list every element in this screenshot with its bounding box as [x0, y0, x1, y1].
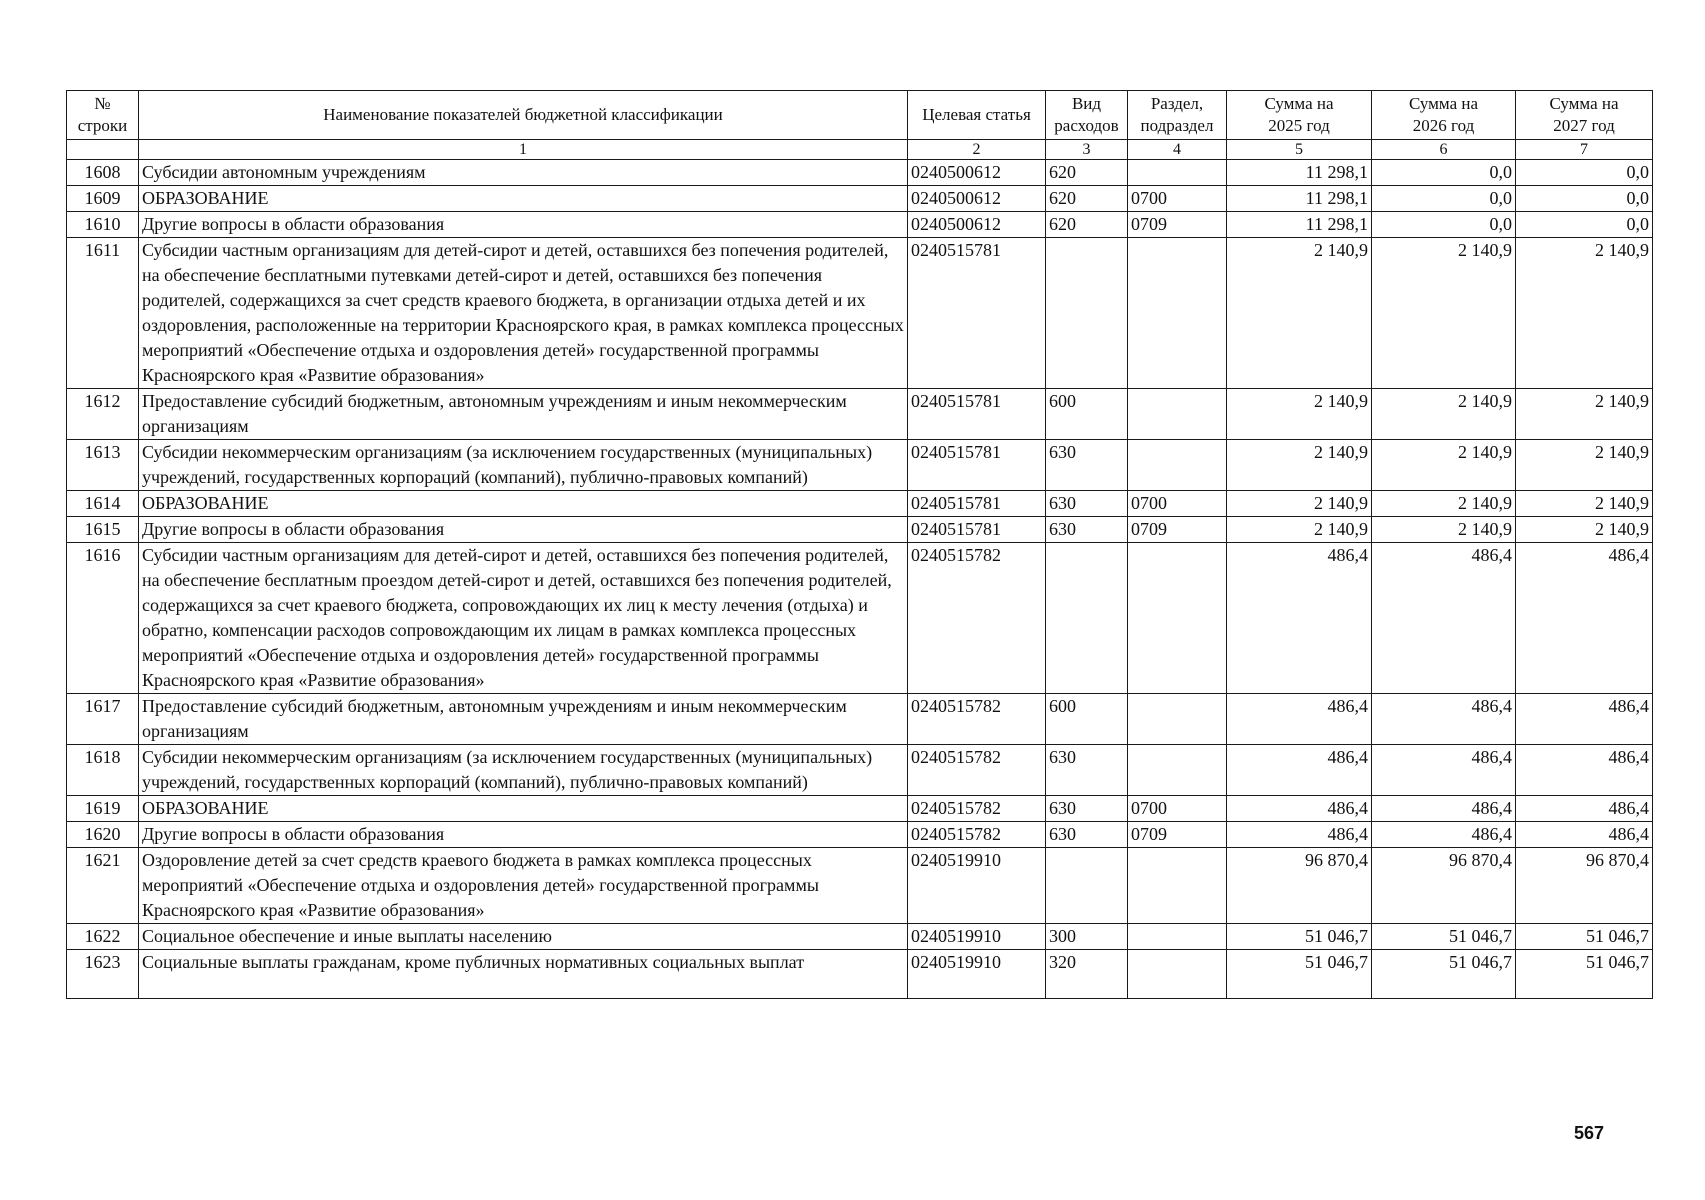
row-sum-2026: 0,0 — [1372, 186, 1516, 212]
row-expense-kind — [1046, 543, 1128, 694]
row-section — [1128, 440, 1227, 491]
row-sum-2027: 486,4 — [1516, 745, 1653, 796]
row-sum-2026: 486,4 — [1372, 694, 1516, 745]
row-sum-2026: 0,0 — [1372, 212, 1516, 238]
row-number: 1609 — [67, 186, 139, 212]
row-target-code: 0240515781 — [908, 440, 1046, 491]
row-sum-2025: 11 298,1 — [1227, 212, 1372, 238]
row-name: Оздоровление детей за счет средств краевого бюджета в рамках комплекса процессных мероприятий «Обеспечение отдыха и оздоровления детей» государственной программы Красноярского края «Развитие образования» — [139, 848, 908, 924]
table-row — [67, 796, 1653, 822]
row-number: 1618 — [67, 745, 139, 796]
header-row-no: № строки — [67, 91, 139, 140]
row-expense-kind: 630 — [1046, 517, 1128, 543]
row-name: Субсидии частным организациям для детей-сирот и детей, оставшихся без попечения родителей, на обеспечение бесплатным проездом детей-сирот и детей, оставшихся без попечения родителей, содержащихся за счет краевого бюджета, сопровождающих их лиц к месту лечения (отдыха) и обратно, компенсации расходов сопровождающим их лицам в рамках комплекса процессных мероприятий «Обеспечение отдыха и оздоровления детей» государственной программы Красноярского края «Развитие образования» — [139, 543, 908, 694]
row-sum-2025: 2 140,9 — [1227, 238, 1372, 389]
header-sum-2027: Сумма на 2027 год — [1516, 91, 1653, 140]
header-sum-2026: Сумма на 2026 год — [1372, 91, 1516, 140]
row-section — [1128, 543, 1227, 694]
row-name: ОБРАЗОВАНИЕ — [139, 796, 908, 822]
row-sum-2027: 0,0 — [1516, 186, 1653, 212]
row-sum-2026: 0,0 — [1372, 160, 1516, 186]
row-sum-2025: 96 870,4 — [1227, 848, 1372, 924]
row-section — [1128, 745, 1227, 796]
row-name: ОБРАЗОВАНИЕ — [139, 491, 908, 517]
row-sum-2026: 2 140,9 — [1372, 491, 1516, 517]
row-sum-2027: 2 140,9 — [1516, 238, 1653, 389]
row-sum-2027: 486,4 — [1516, 822, 1653, 848]
row-target-code: 0240515781 — [908, 491, 1046, 517]
row-sum-2027: 51 046,7 — [1516, 950, 1653, 999]
row-number: 1610 — [67, 212, 139, 238]
row-sum-2026: 2 140,9 — [1372, 517, 1516, 543]
row-sum-2026: 2 140,9 — [1372, 440, 1516, 491]
header-target: Целевая статья — [908, 91, 1046, 140]
row-number: 1612 — [67, 389, 139, 440]
table-row — [67, 694, 1653, 745]
row-target-code: 0240519910 — [908, 924, 1046, 950]
row-sum-2027: 2 140,9 — [1516, 517, 1653, 543]
header-name: Наименование показателей бюджетной классификации — [139, 91, 908, 140]
row-number: 1616 — [67, 543, 139, 694]
row-name: Предоставление субсидий бюджетным, автономным учреждениям и иным некоммерческим организациям — [139, 694, 908, 745]
row-target-code: 0240515781 — [908, 238, 1046, 389]
row-name: Субсидии частным организациям для детей-сирот и детей, оставшихся без попечения родителей, на обеспечение бесплатными путевками детей-сирот и детей, оставшихся без попечения родителей, содержащихся за счет средств краевого бюджета, в организации отдыха детей и их оздоровления, расположенные на территории Красноярского края, в рамках комплекса процессных мероприятий «Обеспечение отдыха и оздоровления детей» государственной программы Красноярского края «Развитие образования» — [139, 238, 908, 389]
row-sum-2026: 51 046,7 — [1372, 924, 1516, 950]
row-sum-2025: 11 298,1 — [1227, 160, 1372, 186]
table-row — [67, 517, 1653, 543]
row-sum-2025: 2 140,9 — [1227, 491, 1372, 517]
row-target-code: 0240519910 — [908, 848, 1046, 924]
header-kind: Вид расходов — [1046, 91, 1128, 140]
row-number: 1613 — [67, 440, 139, 491]
row-number: 1621 — [67, 848, 139, 924]
column-number: 4 — [1128, 140, 1227, 160]
row-sum-2025: 2 140,9 — [1227, 517, 1372, 543]
row-section: 0700 — [1128, 186, 1227, 212]
row-expense-kind: 620 — [1046, 186, 1128, 212]
row-name: Социальные выплаты гражданам, кроме публичных нормативных социальных выплат — [139, 950, 908, 999]
row-target-code: 0240515782 — [908, 745, 1046, 796]
row-number: 1620 — [67, 822, 139, 848]
table-row — [67, 186, 1653, 212]
row-sum-2026: 96 870,4 — [1372, 848, 1516, 924]
column-number: 6 — [1372, 140, 1516, 160]
table-row — [67, 491, 1653, 517]
table-row — [67, 822, 1653, 848]
row-name: Социальное обеспечение и иные выплаты населению — [139, 924, 908, 950]
row-target-code: 0240500612 — [908, 186, 1046, 212]
table-row — [67, 848, 1653, 924]
row-section — [1128, 389, 1227, 440]
row-sum-2025: 51 046,7 — [1227, 950, 1372, 999]
row-expense-kind: 620 — [1046, 160, 1128, 186]
row-sum-2025: 2 140,9 — [1227, 440, 1372, 491]
row-sum-2026: 486,4 — [1372, 822, 1516, 848]
row-expense-kind: 630 — [1046, 440, 1128, 491]
row-target-code: 0240519910 — [908, 950, 1046, 999]
row-sum-2025: 486,4 — [1227, 543, 1372, 694]
column-number: 3 — [1046, 140, 1128, 160]
column-numbers-row — [67, 140, 1653, 160]
table-body — [67, 160, 1653, 999]
table-row — [67, 543, 1653, 694]
row-section — [1128, 950, 1227, 999]
row-section: 0700 — [1128, 491, 1227, 517]
table-row — [67, 238, 1653, 389]
row-number: 1615 — [67, 517, 139, 543]
row-expense-kind: 300 — [1046, 924, 1128, 950]
row-section: 0700 — [1128, 796, 1227, 822]
column-number — [67, 140, 139, 160]
row-section: 0709 — [1128, 212, 1227, 238]
row-sum-2027: 96 870,4 — [1516, 848, 1653, 924]
row-sum-2025: 486,4 — [1227, 796, 1372, 822]
budget-sheet — [66, 90, 1652, 999]
row-section: 0709 — [1128, 517, 1227, 543]
row-section — [1128, 848, 1227, 924]
table-header — [67, 91, 1653, 160]
row-sum-2025: 486,4 — [1227, 745, 1372, 796]
row-target-code: 0240515782 — [908, 822, 1046, 848]
table-row — [67, 924, 1653, 950]
row-sum-2027: 51 046,7 — [1516, 924, 1653, 950]
row-name: Предоставление субсидий бюджетным, автономным учреждениям и иным некоммерческим организациям — [139, 389, 908, 440]
row-sum-2027: 2 140,9 — [1516, 389, 1653, 440]
column-number: 1 — [139, 140, 908, 160]
row-target-code: 0240515782 — [908, 796, 1046, 822]
row-name: Субсидии некоммерческим организациям (за исключением государственных (муниципальных) учреждений, государственных корпораций (компаний), публично-правовых компаний) — [139, 440, 908, 491]
row-sum-2027: 486,4 — [1516, 796, 1653, 822]
row-number: 1617 — [67, 694, 139, 745]
row-sum-2026: 486,4 — [1372, 796, 1516, 822]
table-row — [67, 950, 1653, 999]
table-row — [67, 745, 1653, 796]
row-target-code: 0240500612 — [908, 160, 1046, 186]
column-number: 7 — [1516, 140, 1653, 160]
column-number: 2 — [908, 140, 1046, 160]
row-name: ОБРАЗОВАНИЕ — [139, 186, 908, 212]
table-row — [67, 160, 1653, 186]
row-sum-2026: 486,4 — [1372, 543, 1516, 694]
row-name: Другие вопросы в области образования — [139, 822, 908, 848]
row-sum-2027: 486,4 — [1516, 543, 1653, 694]
page-number: 567 — [1574, 1123, 1605, 1143]
row-name: Другие вопросы в области образования — [139, 212, 908, 238]
row-target-code: 0240500612 — [908, 212, 1046, 238]
row-expense-kind: 630 — [1046, 491, 1128, 517]
row-expense-kind: 320 — [1046, 950, 1128, 999]
table-row — [67, 440, 1653, 491]
row-sum-2025: 11 298,1 — [1227, 186, 1372, 212]
row-target-code: 0240515782 — [908, 543, 1046, 694]
row-sum-2026: 2 140,9 — [1372, 238, 1516, 389]
row-expense-kind — [1046, 848, 1128, 924]
row-target-code: 0240515782 — [908, 694, 1046, 745]
row-expense-kind: 620 — [1046, 212, 1128, 238]
row-sum-2027: 0,0 — [1516, 160, 1653, 186]
table-row — [67, 389, 1653, 440]
row-number: 1608 — [67, 160, 139, 186]
row-number: 1623 — [67, 950, 139, 999]
row-section — [1128, 160, 1227, 186]
row-name: Другие вопросы в области образования — [139, 517, 908, 543]
header-sum-2025: Сумма на 2025 год — [1227, 91, 1372, 140]
budget-table — [66, 90, 1653, 999]
row-expense-kind: 600 — [1046, 694, 1128, 745]
row-sum-2027: 486,4 — [1516, 694, 1653, 745]
row-sum-2027: 0,0 — [1516, 212, 1653, 238]
row-expense-kind: 630 — [1046, 745, 1128, 796]
row-section — [1128, 694, 1227, 745]
header-row — [67, 91, 1653, 140]
row-expense-kind: 630 — [1046, 822, 1128, 848]
row-number: 1611 — [67, 238, 139, 389]
row-sum-2027: 2 140,9 — [1516, 440, 1653, 491]
row-number: 1619 — [67, 796, 139, 822]
row-section — [1128, 924, 1227, 950]
header-section: Раздел, подраздел — [1128, 91, 1227, 140]
row-sum-2027: 2 140,9 — [1516, 491, 1653, 517]
row-sum-2025: 486,4 — [1227, 822, 1372, 848]
row-name: Субсидии автономным учреждениям — [139, 160, 908, 186]
row-sum-2026: 2 140,9 — [1372, 389, 1516, 440]
row-expense-kind — [1046, 238, 1128, 389]
row-section — [1128, 238, 1227, 389]
row-sum-2026: 51 046,7 — [1372, 950, 1516, 999]
row-name: Субсидии некоммерческим организациям (за исключением государственных (муниципальных) учреждений, государственных корпораций (компаний), публично-правовых компаний) — [139, 745, 908, 796]
row-number: 1622 — [67, 924, 139, 950]
row-target-code: 0240515781 — [908, 389, 1046, 440]
row-sum-2025: 486,4 — [1227, 694, 1372, 745]
row-target-code: 0240515781 — [908, 517, 1046, 543]
row-expense-kind: 630 — [1046, 796, 1128, 822]
table-row — [67, 212, 1653, 238]
column-number: 5 — [1227, 140, 1372, 160]
row-sum-2025: 2 140,9 — [1227, 389, 1372, 440]
row-sum-2026: 486,4 — [1372, 745, 1516, 796]
row-number: 1614 — [67, 491, 139, 517]
row-expense-kind: 600 — [1046, 389, 1128, 440]
row-section: 0709 — [1128, 822, 1227, 848]
row-sum-2025: 51 046,7 — [1227, 924, 1372, 950]
